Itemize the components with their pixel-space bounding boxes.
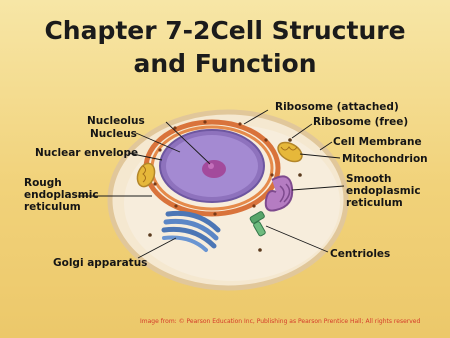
label-smooth-er (346, 173, 436, 209)
label-nuclear-envelope: Nuclear envelope (35, 147, 139, 159)
label-mitochondrion: Mitochondrion (342, 153, 428, 165)
label-smooth-er-line-3: reticulum (346, 197, 403, 209)
label-ribosome-free: Ribosome (free) (313, 116, 409, 128)
image-credit: Image from: © Pearson Education Inc, Publishing as Pearson Prentice Hall; All rights reserved (140, 318, 421, 325)
nucleolus-highlight (208, 163, 214, 169)
title-line-1: Chapter 7-2Cell Structure (44, 16, 406, 45)
label-cell-membrane: Cell Membrane (333, 136, 422, 148)
label-smooth-er-line-2: endoplasmic (346, 185, 421, 197)
label-smooth-er-line-1: Smooth (346, 173, 392, 185)
label-rough-er-line-1: Rough (24, 177, 62, 189)
label-golgi-apparatus: Golgi apparatus (53, 257, 148, 269)
label-rough-er-line-3: reticulum (24, 201, 81, 213)
label-nucleolus: Nucleolus (87, 115, 145, 127)
label-nucleus: Nucleus (90, 128, 137, 140)
label-rough-er-line-2: endoplasmic (24, 189, 99, 201)
label-ribosome-attached: Ribosome (attached) (275, 101, 399, 113)
label-centrioles: Centrioles (330, 248, 391, 260)
nucleolus-shape (202, 160, 226, 178)
title-line-2: and Function (133, 49, 317, 78)
label-rough-er (24, 177, 114, 213)
